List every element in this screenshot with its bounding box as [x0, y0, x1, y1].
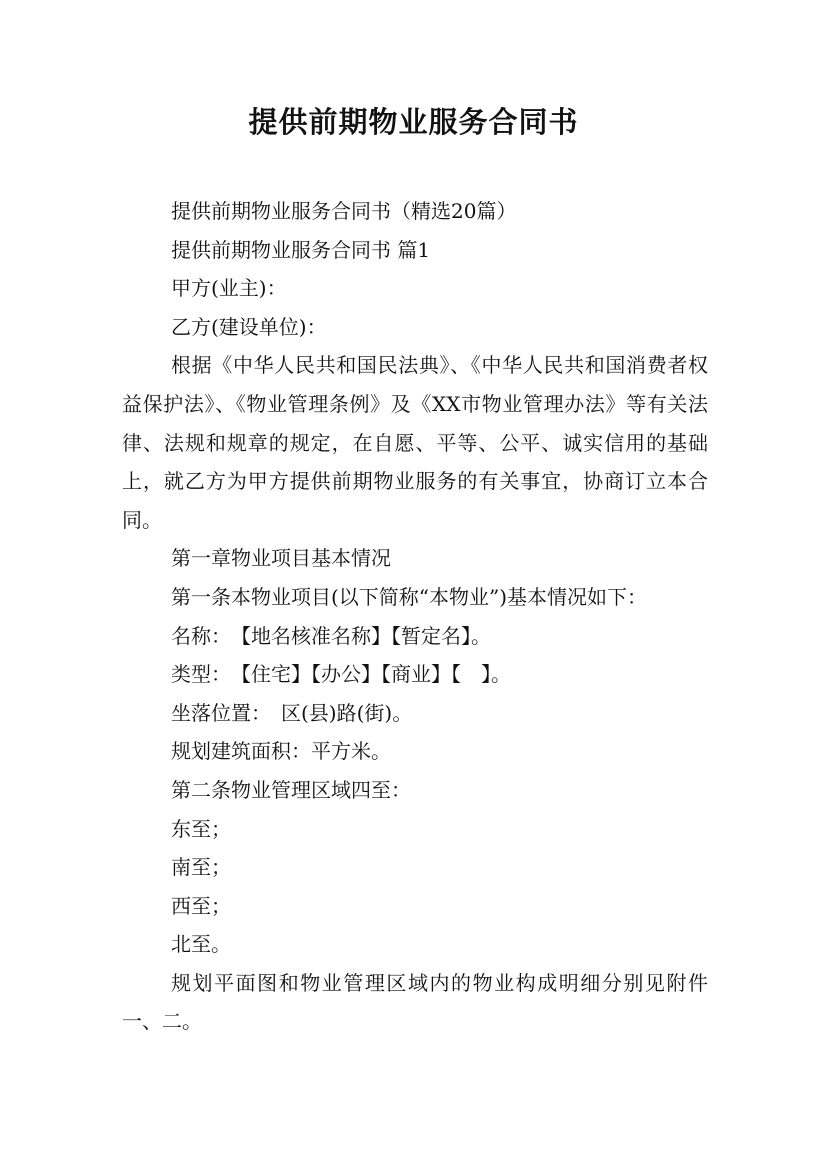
document-title: 提供前期物业服务合同书 [248, 105, 579, 139]
paragraph-planned-area: 规划建筑面积：平方米。 [171, 739, 391, 764]
paragraph-party-b: 乙方(建设单位)： [171, 314, 327, 339]
paragraph-article-heading: 提供前期物业服务合同书 篇1 [171, 237, 431, 262]
paragraph-boundary-east: 东至； [171, 816, 231, 841]
paragraph-attachments-note: 规划平面图和物业管理区域内的物业构成明细分别见附件一、二。 [122, 970, 708, 1034]
paragraph-chapter-one-heading: 第一章物业项目基本情况 [171, 546, 391, 571]
paragraph-preamble: 根据《中华人民共和国民法典》、《中华人民共和国消费者权益保护法》、《物业管理条例》及《XX市物业管理办法》等有关法律、法规和规章的规定，在自愿、平等、公平、诚实信用的基础上，就乙方为甲方提供前期物业服务的有关事宜，协商订立本合同。 [122, 353, 708, 532]
paragraph-article-one: 第一条本物业项目(以下简称“本物业”)基本情况如下： [171, 584, 648, 609]
paragraph-property-type: 类型： 【住宅】【办公】【商业】【 】。 [171, 662, 511, 687]
paragraph-property-location: 坐落位置： 区(县)路(街)。 [171, 700, 413, 725]
document-body [122, 192, 708, 1041]
paragraph-property-name: 名称： 【地名核准名称】【暂定名】。 [171, 623, 491, 648]
paragraph-article-two: 第二条物业管理区域四至： [171, 777, 411, 802]
paragraph-party-a: 甲方(业主)： [171, 276, 287, 301]
paragraph-boundary-south: 南至； [171, 855, 231, 880]
paragraph-boundary-north: 北至。 [171, 932, 231, 957]
paragraph-collection-heading: 提供前期物业服务合同书（精选20篇） [171, 199, 517, 223]
paragraph-boundary-west: 西至； [171, 893, 231, 918]
